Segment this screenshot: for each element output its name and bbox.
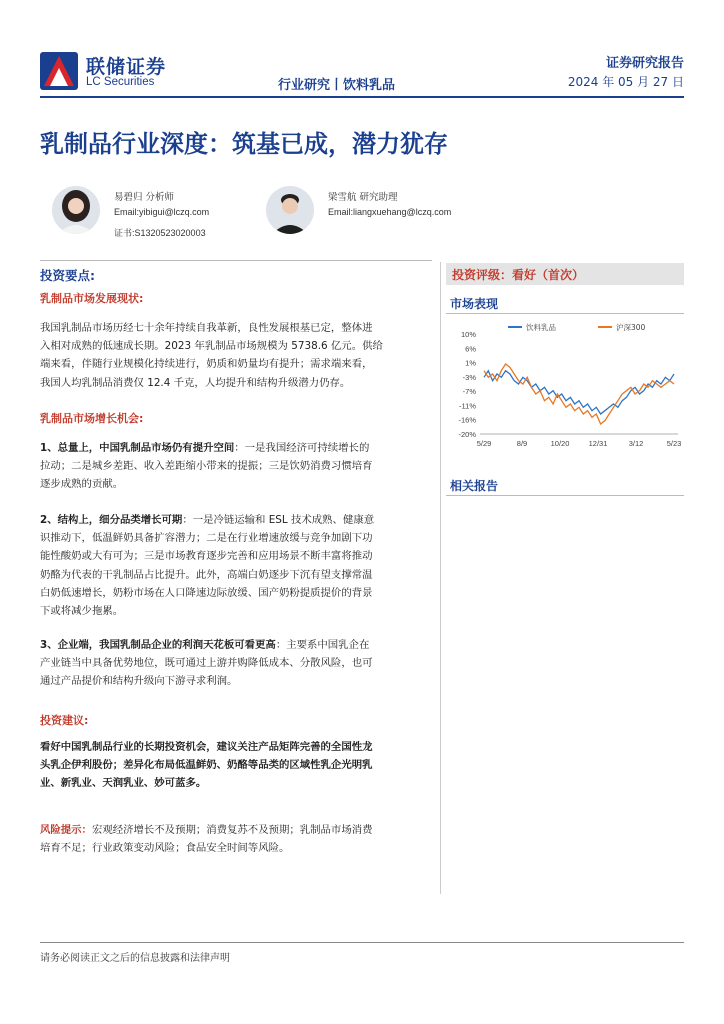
related-reports-title: 相关报告 [450, 479, 499, 493]
x-tick-label: 3/12 [628, 439, 644, 448]
section-growth-opportunity: 乳制品市场增长机会: [40, 412, 144, 425]
market-performance-title: 市场表现 [450, 297, 499, 311]
y-tick-label: 10% [460, 330, 476, 339]
logo-english-name: LC Securities [86, 76, 155, 88]
market-performance-chart [446, 320, 686, 456]
y-tick-label: -3% [462, 372, 476, 382]
report-type: 证券研究报告 [605, 56, 684, 71]
growth-point-1: 1、总量上，中国乳制品市场仍有提升空间：一是我国经济可持续增长的 拉动；二是城乡差距、收入差距缩小带来的提振；三是饮奶消费习惯培育 逐步成熟的贡献。 [40, 442, 373, 491]
summary-top-divider [40, 260, 432, 261]
logo-chinese-name: 联储证券 [86, 56, 167, 78]
investment-advice-paragraph: 看好中国乳制品行业的长期投资机会，建议关注产品矩阵完善的全国性龙 头乳企伊利股份；差异化布局低温鲜奶、奶酪等品类的区域性乳企光明乳 业、新乳业、天润乳业、妙可蓝多。 [40, 741, 373, 790]
y-tick-label: -11% [459, 401, 476, 411]
x-tick-label: 10/20 [550, 439, 570, 448]
analyst-2-name: 梁雪航 研究助理 [328, 192, 398, 203]
header-divider [40, 96, 684, 98]
logo-mark-icon [40, 52, 78, 90]
analyst-1-name: 易碧归 分析师 [114, 192, 175, 203]
investment-rating: 投资评级：看好（首次） [452, 268, 585, 282]
y-tick-label: 1% [465, 358, 476, 368]
x-tick-label: 5/29 [476, 439, 492, 448]
person-icon [266, 186, 314, 234]
report-date: 2024 年 05 月 27 日 [567, 75, 684, 89]
analyst-1-email[interactable]: Email:yibigui@lczq.com [114, 207, 210, 217]
x-tick-label: 8/9 [516, 439, 528, 448]
market-divider [446, 313, 684, 314]
growth-point-3: 3、企业端，我国乳制品企业的利润天花板可看更高：主要系中国乳企在 产业链当中具备优势地位，既可通过上游并购降低成本、分散风险，也可 通过产品提价和结构升级向下游寻求利润。 [40, 639, 373, 688]
analyst-2-email[interactable]: Email:liangxuehang@lczq.com [328, 207, 452, 217]
y-tick-label: 6% [465, 344, 476, 354]
analyst-1-avatar [52, 186, 100, 234]
y-tick-label: -7% [462, 387, 476, 397]
x-tick-label: 12/31 [588, 439, 608, 448]
section-market-status: 乳制品市场发展现状: [40, 292, 144, 305]
related-divider [446, 495, 684, 496]
analyst-2-avatar [266, 186, 314, 234]
y-tick-label: -20% [458, 430, 476, 439]
risk-warning-paragraph: 风险提示：宏观经济增长不及预期；消费复苏不及预期；乳制品市场消费 培育不足；行业政策变动风险；食品安全时间等风险。 [40, 824, 373, 855]
page-title: 乳制品行业深度：筑基已成，潜力犹存 [40, 129, 448, 158]
analyst-1-cert: 证书:S1320523020003 [114, 228, 206, 238]
market-status-paragraph: 我国乳制品市场历经七十余年持续自我革新，良性发展根基已定，整体进 入相对成熟的低速成长期。2023 年乳制品市场规模为 5738.6 亿元。供给 端来看，伴随行业规模化持续进行，奶质和奶量均有提升；需求端来看， 我国人均乳制品消费仅 12.4 千克，人均提升和结构升级潜力仍存。 [40, 322, 383, 389]
legend-label-1: 饮料乳品 [526, 323, 556, 332]
risk-warning-label: 风险提示： [40, 824, 92, 836]
footer-disclaimer: 请务必阅读正文之后的信息披露和法律声明 [40, 953, 230, 964]
x-tick-label: 5/23 [666, 439, 682, 448]
column-divider [440, 262, 441, 894]
growth-point-2: 2、结构上，细分品类增长可期：一是冷链运输和 ESL 技术成熟、健康意 识推动下，低温鲜奶具备扩容潜力；二是在行业增速放缓与竞争加剧下功 能性酸奶或大有可为；三是市场教育逐步完善和应用场景不断丰富将推动 奶酪为代表的干乳制品占比提升。此外，高端白奶逐步下沉有望支撑常温 白奶低速增长，奶粉市场在人口降速边际放缓、国产奶粉提质提价的背景 下或将减少拖累。 [40, 514, 375, 618]
legend-label-2: 沪深300 [616, 323, 646, 332]
footer-divider [40, 942, 684, 943]
y-tick-label: -16% [458, 415, 476, 425]
section-investment-advice: 投资建议: [40, 714, 89, 727]
person-icon [52, 186, 100, 234]
series-line-2 [484, 364, 674, 424]
report-category: 行业研究丨饮料乳品 [278, 78, 396, 93]
summary-heading: 投资要点: [40, 268, 95, 283]
